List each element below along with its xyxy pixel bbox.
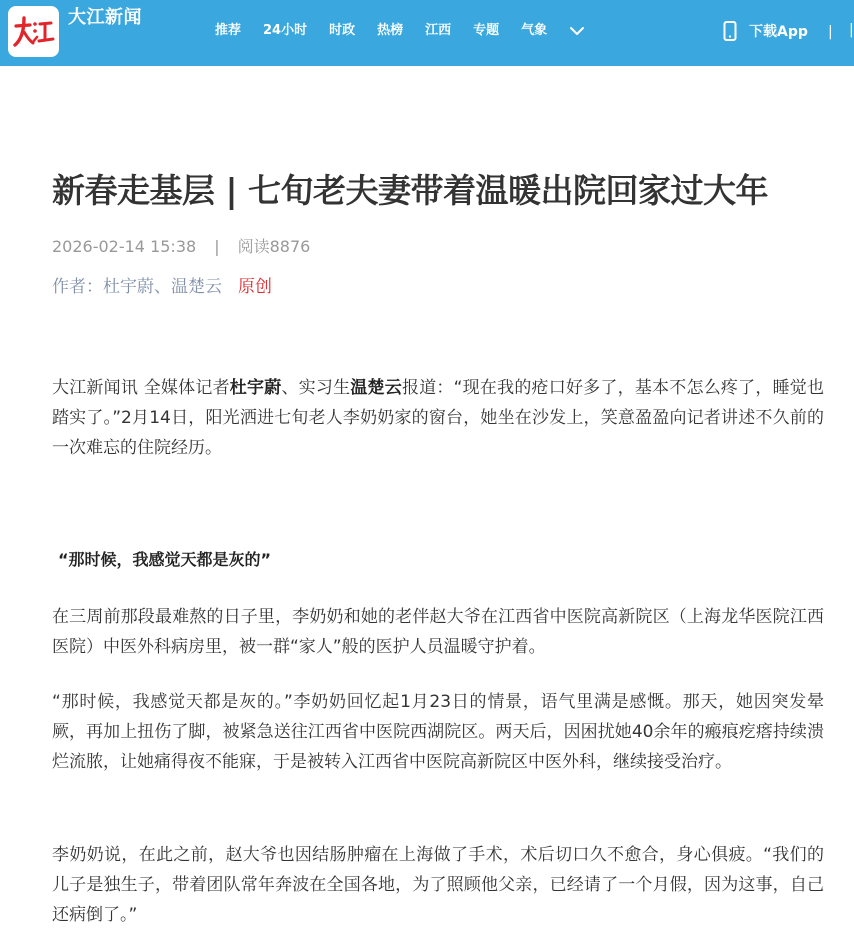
read-count: 阅读8876 — [237, 237, 311, 256]
body-paragraph: 在三周前那段最难熬的日子里，李奶奶和她的老伴赵大爷在江西省中医院高新院区（上海龙华医院江西医院）中医外科病房里，被一群“家人”般的医护人员温暖守护着。 — [52, 607, 824, 657]
top-nav-bar — [0, 0, 854, 66]
nav-item-jiangxi[interactable]: 江西 — [425, 23, 452, 38]
site-name[interactable]: 大江新闻 — [68, 7, 142, 28]
author-line — [52, 275, 272, 299]
header-separator: | — [828, 24, 833, 40]
phone-icon — [723, 21, 737, 41]
main-nav — [215, 20, 587, 42]
logo-calligraphy-icon — [11, 12, 56, 52]
download-app-label: 下载App — [749, 24, 808, 40]
clipped-edge-glyph: | — [849, 22, 854, 38]
lead-paragraph — [52, 373, 824, 463]
publish-datetime: 2026-02-14 15:38 — [52, 237, 197, 256]
nav-item-hot[interactable]: 热榜 — [377, 23, 404, 38]
lead-prefix: 大江新闻讯 全媒体记者 — [52, 378, 230, 398]
site-logo[interactable] — [8, 6, 59, 57]
original-badge: 原创 — [238, 277, 272, 297]
nav-item-weather[interactable]: 气象 — [521, 23, 548, 38]
nav-item-24h[interactable]: 24小时 — [263, 23, 308, 38]
intern-name: 温楚云 — [350, 378, 402, 398]
reporter-name: 杜宇蔚 — [229, 378, 282, 398]
nav-item-politics[interactable]: 时政 — [329, 23, 356, 38]
nav-item-topics[interactable]: 专题 — [473, 23, 500, 38]
nav-item-recommend[interactable]: 推荐 — [215, 23, 242, 38]
author-names: 作者：杜宇蔚、温楚云 — [52, 277, 222, 297]
article-meta — [52, 236, 310, 258]
download-app-button[interactable] — [723, 19, 808, 43]
article-title: 新春走基层 | 七旬老夫妻带着温暖出院回家过大年 — [52, 171, 769, 210]
meta-separator: | — [214, 237, 220, 256]
section-subheading: “那时候，我感觉天都是灰的” — [58, 550, 272, 569]
lead-body: 报道：“现在我的疮口好多了，基本不怎么疼了，睡觉也踏实了。”2月14日，阳光洒进七旬老人李奶奶家的窗台，她坐在沙发上，笑意盈盈向记者讲述不久前的一次难忘的住院经历。 — [52, 378, 825, 458]
body-paragraph: 李奶奶说，在此之前，赵大爷也因结肠肿瘤在上海做了手术，术后切口久不愈合，身心俱疲。“我们的儿子是独生子，带着团队常年奔波在全国各地，为了照顾他父亲，已经请了一个月假，因为这事，自己还病倒了。” — [52, 845, 824, 925]
nav-more-chevron-down-icon[interactable] — [569, 20, 587, 42]
body-paragraph: “那时候，我感觉天都是灰的。”李奶奶回忆起1月23日的情景，语气里满是感慨。那天，她因突发晕厥，再加上扭伤了脚，被紧急送往江西省中医院西湖院区。两天后，因困扰她40余年的瘢痕疙瘩持续溃烂流脓，让她痛得夜不能寐，于是被转入江西省中医院高新院区中医外科，继续接受治疗。 — [52, 692, 824, 772]
lead-mid: 、实习生 — [281, 378, 351, 398]
